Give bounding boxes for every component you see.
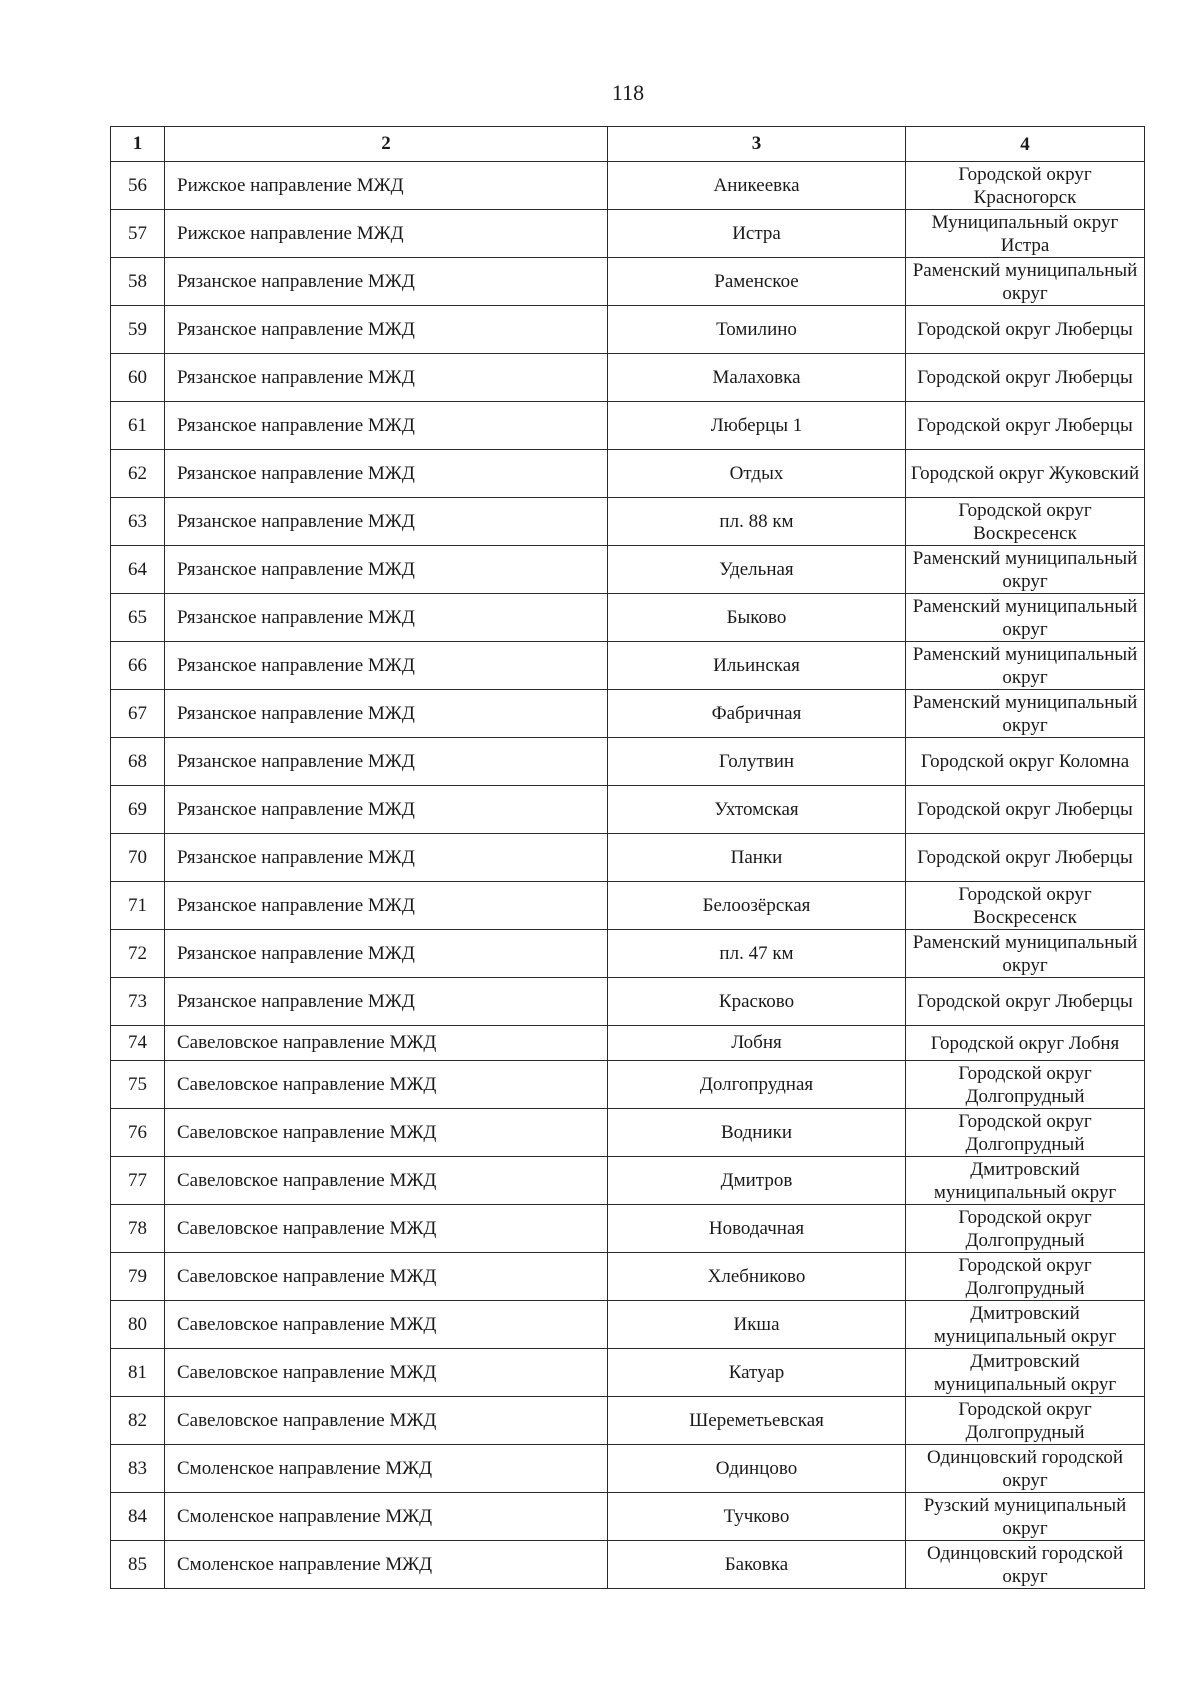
table-row xyxy=(111,1493,1145,1541)
row-number: 69 xyxy=(111,786,165,834)
row-direction: Рязанское направление МЖД xyxy=(165,978,608,1026)
row-direction: Рязанское направление МЖД xyxy=(165,786,608,834)
row-number: 71 xyxy=(111,882,165,930)
row-direction: Савеловское направление МЖД xyxy=(165,1109,608,1157)
row-direction: Савеловское направление МЖД xyxy=(165,1061,608,1109)
table-row xyxy=(111,210,1145,258)
table-body xyxy=(111,162,1145,1589)
column-header-1: 1 xyxy=(111,127,165,162)
table-row xyxy=(111,258,1145,306)
row-direction: Савеловское направление МЖД xyxy=(165,1205,608,1253)
row-number: 60 xyxy=(111,354,165,402)
row-number: 62 xyxy=(111,450,165,498)
row-station: Шереметьевская xyxy=(608,1397,906,1445)
row-direction: Савеловское направление МЖД xyxy=(165,1349,608,1397)
row-station: Одинцово xyxy=(608,1445,906,1493)
row-district: Раменский муниципальный округ xyxy=(906,690,1145,738)
row-number: 82 xyxy=(111,1397,165,1445)
table-header-row xyxy=(111,127,1145,162)
row-district: Городской округ Коломна xyxy=(906,738,1145,786)
row-number: 61 xyxy=(111,402,165,450)
column-header-3: 3 xyxy=(608,127,906,162)
row-number: 75 xyxy=(111,1061,165,1109)
row-number: 67 xyxy=(111,690,165,738)
row-direction: Рязанское направление МЖД xyxy=(165,690,608,738)
row-direction: Рязанское направление МЖД xyxy=(165,834,608,882)
row-district: Раменский муниципальный округ xyxy=(906,258,1145,306)
table-row xyxy=(111,1061,1145,1109)
row-district: Городской округ Долгопрудный xyxy=(906,1397,1145,1445)
table-row xyxy=(111,162,1145,210)
row-district: Городской округ Лобня xyxy=(906,1026,1145,1061)
page-number: 118 xyxy=(611,80,645,105)
row-number: 57 xyxy=(111,210,165,258)
row-number: 84 xyxy=(111,1493,165,1541)
table-row xyxy=(111,642,1145,690)
table-row xyxy=(111,450,1145,498)
row-station: пл. 88 км xyxy=(608,498,906,546)
row-district: Муниципальный округ Истра xyxy=(906,210,1145,258)
table-row xyxy=(111,402,1145,450)
row-direction: Смоленское направление МЖД xyxy=(165,1493,608,1541)
row-station: Истра xyxy=(608,210,906,258)
row-direction: Савеловское направление МЖД xyxy=(165,1157,608,1205)
table-row xyxy=(111,978,1145,1026)
row-number: 74 xyxy=(111,1026,165,1061)
row-station: Панки xyxy=(608,834,906,882)
row-number: 79 xyxy=(111,1253,165,1301)
row-station: Голутвин xyxy=(608,738,906,786)
row-district: Городской округ Люберцы xyxy=(906,786,1145,834)
row-direction: Рязанское направление МЖД xyxy=(165,594,608,642)
row-number: 70 xyxy=(111,834,165,882)
table-row xyxy=(111,1301,1145,1349)
table-row xyxy=(111,1205,1145,1253)
row-station: Удельная xyxy=(608,546,906,594)
row-district: Городской округ Люберцы xyxy=(906,834,1145,882)
row-station: Лобня xyxy=(608,1026,906,1061)
row-station: Баковка xyxy=(608,1541,906,1589)
row-direction: Смоленское направление МЖД xyxy=(165,1541,608,1589)
row-direction: Рязанское направление МЖД xyxy=(165,354,608,402)
row-number: 73 xyxy=(111,978,165,1026)
row-district: Дмитровский муниципальный округ xyxy=(906,1157,1145,1205)
row-number: 77 xyxy=(111,1157,165,1205)
row-station: Новодачная xyxy=(608,1205,906,1253)
table-row xyxy=(111,1157,1145,1205)
table-row xyxy=(111,834,1145,882)
row-district: Городской округ Люберцы xyxy=(906,306,1145,354)
row-direction: Рижское направление МЖД xyxy=(165,210,608,258)
row-station: Икша xyxy=(608,1301,906,1349)
row-station: Люберцы 1 xyxy=(608,402,906,450)
row-number: 64 xyxy=(111,546,165,594)
row-district: Городской округ Люберцы xyxy=(906,978,1145,1026)
table-row xyxy=(111,882,1145,930)
table-row xyxy=(111,306,1145,354)
row-station: Томилино xyxy=(608,306,906,354)
row-district: Городской округ Красногорск xyxy=(906,162,1145,210)
row-number: 56 xyxy=(111,162,165,210)
row-station: Отдых xyxy=(608,450,906,498)
table-row xyxy=(111,930,1145,978)
row-direction: Рязанское направление МЖД xyxy=(165,642,608,690)
row-district: Раменский муниципальный округ xyxy=(906,930,1145,978)
table-row xyxy=(111,498,1145,546)
row-station: Водники xyxy=(608,1109,906,1157)
row-district: Городской округ Люберцы xyxy=(906,354,1145,402)
row-direction: Рязанское направление МЖД xyxy=(165,882,608,930)
row-direction: Смоленское направление МЖД xyxy=(165,1445,608,1493)
row-number: 81 xyxy=(111,1349,165,1397)
row-district: Городской округ Воскресенск xyxy=(906,882,1145,930)
row-direction: Рязанское направление МЖД xyxy=(165,402,608,450)
row-district: Раменский муниципальный округ xyxy=(906,594,1145,642)
row-station: пл. 47 км xyxy=(608,930,906,978)
row-direction: Рижское направление МЖД xyxy=(165,162,608,210)
row-direction: Савеловское направление МЖД xyxy=(165,1253,608,1301)
row-district: Городской округ Долгопрудный xyxy=(906,1109,1145,1157)
row-district: Дмитровский муниципальный округ xyxy=(906,1301,1145,1349)
table-row xyxy=(111,1026,1145,1061)
row-direction: Савеловское направление МЖД xyxy=(165,1026,608,1061)
row-number: 63 xyxy=(111,498,165,546)
table-row xyxy=(111,594,1145,642)
table-row xyxy=(111,1397,1145,1445)
row-number: 68 xyxy=(111,738,165,786)
row-direction: Савеловское направление МЖД xyxy=(165,1301,608,1349)
row-number: 85 xyxy=(111,1541,165,1589)
row-station: Раменское xyxy=(608,258,906,306)
row-direction: Савеловское направление МЖД xyxy=(165,1397,608,1445)
table-row xyxy=(111,690,1145,738)
row-district: Городской округ Жуковский xyxy=(906,450,1145,498)
row-direction: Рязанское направление МЖД xyxy=(165,498,608,546)
table-row xyxy=(111,1349,1145,1397)
row-direction: Рязанское направление МЖД xyxy=(165,450,608,498)
table-row xyxy=(111,1253,1145,1301)
row-district: Городской округ Долгопрудный xyxy=(906,1205,1145,1253)
row-district: Городской округ Люберцы xyxy=(906,402,1145,450)
row-direction: Рязанское направление МЖД xyxy=(165,930,608,978)
row-direction: Рязанское направление МЖД xyxy=(165,738,608,786)
row-number: 65 xyxy=(111,594,165,642)
row-number: 66 xyxy=(111,642,165,690)
row-station: Хлебниково xyxy=(608,1253,906,1301)
row-station: Малаховка xyxy=(608,354,906,402)
row-district: Городской округ Долгопрудный xyxy=(906,1061,1145,1109)
row-station: Белоозёрская xyxy=(608,882,906,930)
row-direction: Рязанское направление МЖД xyxy=(165,546,608,594)
column-header-4: 4 xyxy=(906,127,1145,162)
row-number: 78 xyxy=(111,1205,165,1253)
table-row xyxy=(111,786,1145,834)
row-station: Красково xyxy=(608,978,906,1026)
row-station: Быково xyxy=(608,594,906,642)
row-district: Одинцовский городской округ xyxy=(906,1541,1145,1589)
row-district: Раменский муниципальный округ xyxy=(906,546,1145,594)
row-district: Рузский муниципальный округ xyxy=(906,1493,1145,1541)
table-row xyxy=(111,354,1145,402)
row-number: 59 xyxy=(111,306,165,354)
row-station: Аникеевка xyxy=(608,162,906,210)
row-number: 80 xyxy=(111,1301,165,1349)
row-station: Долгопрудная xyxy=(608,1061,906,1109)
row-station: Дмитров xyxy=(608,1157,906,1205)
row-station: Фабричная xyxy=(608,690,906,738)
row-station: Тучково xyxy=(608,1493,906,1541)
table-row xyxy=(111,1445,1145,1493)
row-number: 72 xyxy=(111,930,165,978)
row-station: Ильинская xyxy=(608,642,906,690)
row-district: Дмитровский муниципальный округ xyxy=(906,1349,1145,1397)
row-district: Раменский муниципальный округ xyxy=(906,642,1145,690)
table-row xyxy=(111,1541,1145,1589)
row-district: Городской округ Долгопрудный xyxy=(906,1253,1145,1301)
column-header-2: 2 xyxy=(165,127,608,162)
row-direction: Рязанское направление МЖД xyxy=(165,258,608,306)
stations-table xyxy=(110,126,1145,1589)
table-row xyxy=(111,546,1145,594)
table-row xyxy=(111,738,1145,786)
row-station: Ухтомская xyxy=(608,786,906,834)
row-number: 76 xyxy=(111,1109,165,1157)
row-number: 58 xyxy=(111,258,165,306)
row-district: Городской округ Воскресенск xyxy=(906,498,1145,546)
row-district: Одинцовский городской округ xyxy=(906,1445,1145,1493)
row-station: Катуар xyxy=(608,1349,906,1397)
table-row xyxy=(111,1109,1145,1157)
row-direction: Рязанское направление МЖД xyxy=(165,306,608,354)
row-number: 83 xyxy=(111,1445,165,1493)
